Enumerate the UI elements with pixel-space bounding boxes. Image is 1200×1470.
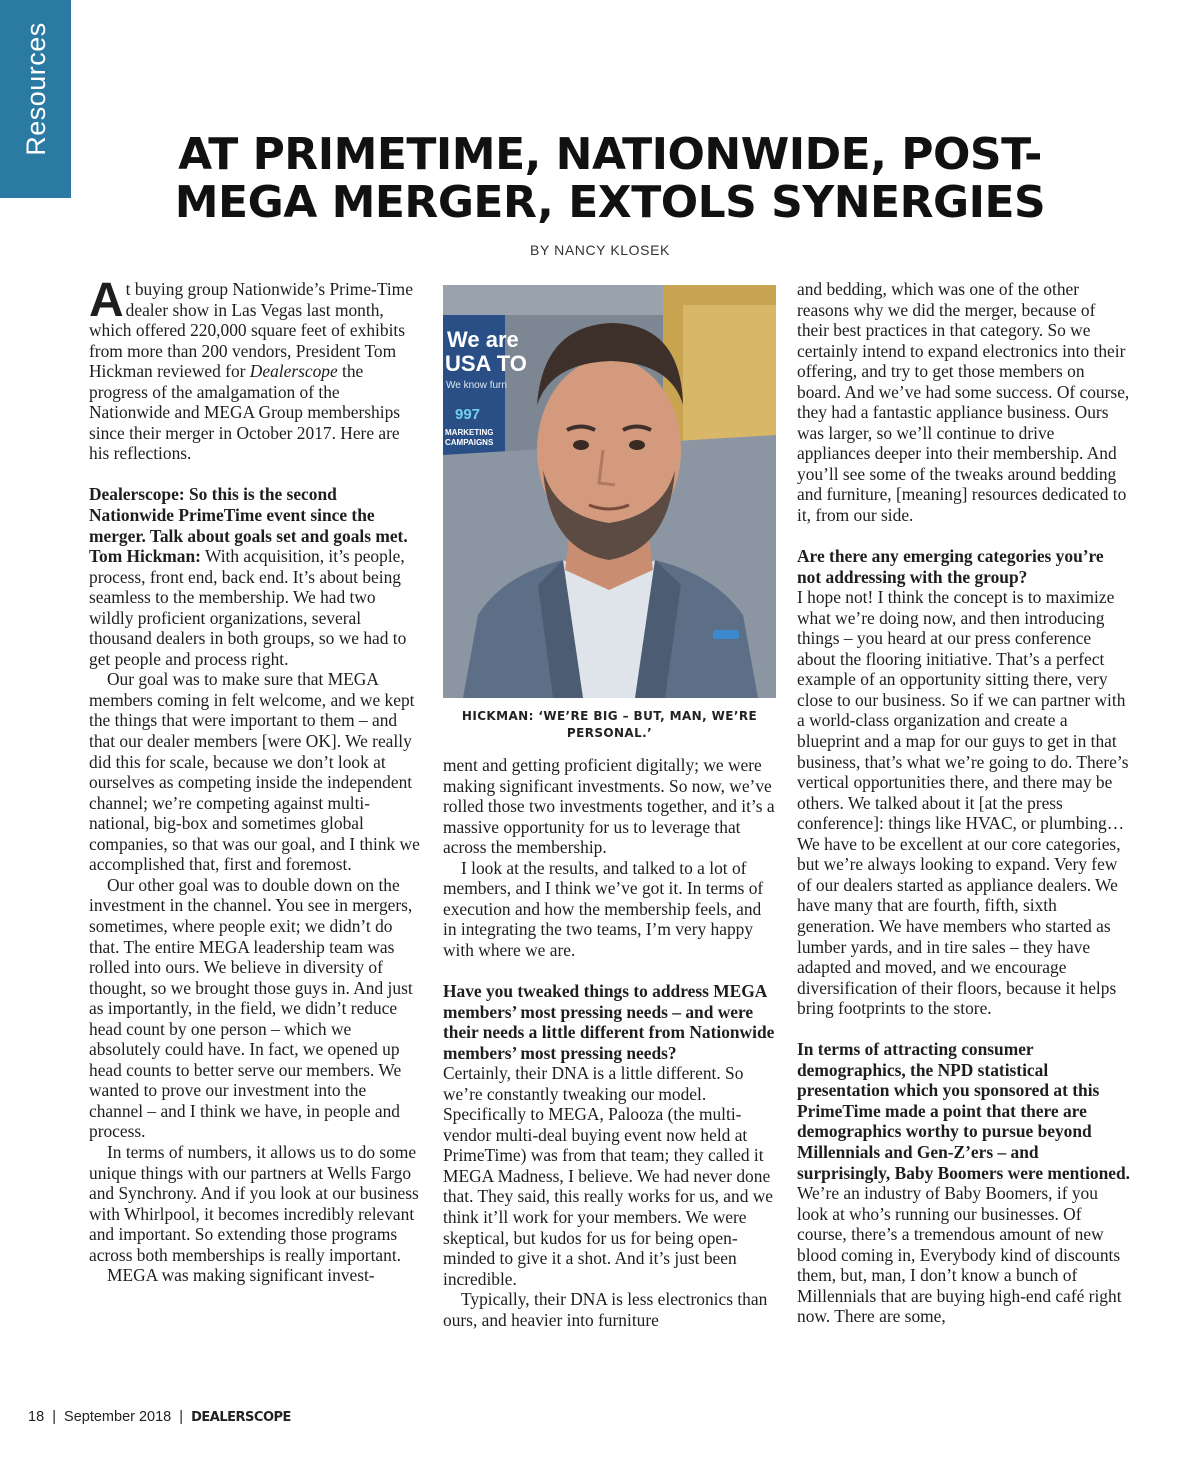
answer-2-paragraph-1: Certainly, their DNA is a little different. So we’re constantly tweaking our model. Specifically to MEGA, Palooza (the multi-vendor multi-deal buying event now held at PrimeTime) was from that team; they called it MEGA Madness, I believe. We had never done that. They said, this really works for us, and we think it’ll work for your members. We were skeptical, but kudos for us for being open-minded to give it a shot. And it’s just been incredible. xyxy=(443,1063,774,1289)
section-tab xyxy=(0,0,71,198)
sign-line-5: CAMPAIGNS xyxy=(445,438,494,447)
answer-2-paragraph-2-continued: and bedding, which was one of the other reasons why we did the merger, because of their best practices in that category. So we certainly intend to expand electronics into their offering, and try to get those members on board. And we’ve had some success. Of course, they had a fantastic appliance business. Ours was larger, so we’ll continue to drive appliances deeper into their membership. And you’ll see some of the tweaks around bedding and furniture, [meaning] resources dedicated to it, from our side. xyxy=(797,279,1130,526)
portrait-illustration xyxy=(443,285,776,698)
article-column-1 xyxy=(89,274,420,1286)
question-1: Dealerscope: So this is the second Nationwide PrimeTime event since the merger. Talk about goals set and goals met. xyxy=(89,484,408,546)
answer-3: I hope not! I think the concept is to maximize what we’re doing now, and then introducing things – you heard at our press conference about the flooring initiative. That’s a perfect example of an opportunity sitting there, very close to our business. So if we can partner with a world-class organization and create a blueprint and a map for our guys to get in that business, that’s what we’re going to do. There’s vertical opportunities there, and there may be others. We talked about it [at the press conference]: things like HVAC, or plumbing… We have to be excellent at our core categories, but we’re always looking to expand. Very few of our dealers started as appliance dealers. We have many that are fourth, fifth, sixth generation. We have members who started as lumber yards, and in tire sales – they have adapted and moved, and we encourage diversification of their floors, because it helps bring footprints to the store. xyxy=(797,587,1129,1019)
speaker-label: Tom Hickman: xyxy=(89,546,201,567)
answer-1-paragraph-1 xyxy=(89,546,420,669)
answer-2-paragraph-2: Typically, their DNA is less electronics than ours, and heavier into furniture xyxy=(443,1289,768,1330)
article-column-2 xyxy=(443,755,776,1330)
publication-name: Dealerscope xyxy=(249,361,338,382)
answer-1-paragraph-3: Our other goal was to double down on the investment in the channel. You see in mergers, sometimes, where people exit; we didn’t do that. The entire MEGA leadership team was rolled into ours. We believe in diversity of thought, so we brought those guys in. And just as importantly, in the field, we didn’t reduce head count by one person – which we absolutely could have. In fact, we opened up head counts to better serve our members. We wanted to prove our investment into the channel – and I think we have, in people and process. xyxy=(89,874,413,1142)
answer-1-paragraph-6: I look at the results, and talked to a lot of members, and I think we’ve got it. In terms of execution and how the membership feels, and in integrating the two teams, I’m very happy with where we are. xyxy=(443,857,764,960)
answer-1-paragraph-5-continued: ment and getting proficient digitally; we were making significant investments. So now, we’ve rolled those two investments together, and it’s a massive opportunity for us to leverage that across the membership. xyxy=(443,755,775,858)
footer-separator-1: | xyxy=(48,1409,60,1425)
answer-1-paragraph-2: Our goal was to make sure that MEGA members coming in felt welcome, and we kept the things that were important to them – and that our dealer members [were OK]. We really did this for scale, because we don’t look at ourselves as competing inside the independent channel; we’re competing against multi-national, big-box and sometimes global companies, so that was our goal, and I think we accomplished that, first and foremost. xyxy=(89,669,420,875)
question-3: Are there any emerging categories you’re not addressing with the group? xyxy=(797,546,1104,587)
magazine-name: DEALERSCOPE xyxy=(191,1410,291,1425)
sign-line-4: MARKETING xyxy=(445,428,494,437)
question-4: In terms of attracting consumer demographics, the NPD statistical presentation which you sponsored at this PrimeTime made a point that there are demographics worthy to pursue beyond Millennials and Gen-Z’ers – and surprisingly, Baby Boomers were mentioned. xyxy=(797,1039,1131,1183)
sign-line-3: We know furn xyxy=(446,380,507,391)
drop-cap: A xyxy=(89,274,124,327)
article-column-3 xyxy=(797,279,1131,1327)
intro-text-a: t buying group Nationwide’s Prime-Time dealer show in Las Vegas last month, which offered 220,000 square feet of exhibits from more than 200 vendors, President Tom Hickman reviewed for xyxy=(89,279,413,382)
sign-line-2: USA TO xyxy=(445,351,527,376)
question-2: Have you tweaked things to address MEGA members’ most pressing needs – and were their needs a little different from Nationwide members’ most pressing needs? xyxy=(443,981,775,1063)
answer-4: We’re an industry of Baby Boomers, if you look at who’s running our businesses. Of course, there’s a tremendous amount of new blood coming in, Everybody kind of discounts them, but, man, I don’t know a bunch of Millennials that are buying high-end café right now. There are some, xyxy=(797,1183,1122,1327)
section-tab-label: Resources xyxy=(21,22,51,156)
sign-line-1: We are xyxy=(447,327,519,352)
intro-text-b: the progress of the amalgamation of the Nationwide and MEGA Group memberships since their merger in October 2017. Here are his reflections. xyxy=(89,361,401,464)
portrait-photo xyxy=(443,285,776,698)
intro-paragraph xyxy=(89,274,420,464)
byline: BY NANCY KLOSEK xyxy=(530,242,670,258)
photo-caption: HICKMAN: ‘WE’RE BIG – BUT, MAN, WE’RE PERSONAL.’ xyxy=(461,709,758,740)
article-title: AT PRIMETIME, NATIONWIDE, POST-MEGA MERGER, EXTOLS SYNERGIES xyxy=(174,129,1046,228)
sign-number: 997 xyxy=(455,406,481,423)
footer-separator-2: | xyxy=(175,1409,188,1425)
issue-date: September 2018 xyxy=(64,1409,172,1425)
answer-1-text: With acquisition, it’s people, process, front end, back end. It’s about being seamless to the membership. We had two wildly proficient organizations, several thousand dealers in both groups, so we had to get people and process right. xyxy=(89,546,407,669)
answer-1-paragraph-5: MEGA was making significant invest- xyxy=(107,1265,375,1286)
page-footer xyxy=(28,1409,291,1425)
answer-1-paragraph-4: In terms of numbers, it allows us to do some unique things with our partners at Wells Fargo and Synchrony. And if you look at our business with Whirlpool, it becomes incredibly relevant and important. So extending those programs across both memberships is really important. xyxy=(89,1141,419,1265)
page-number: 18 xyxy=(28,1409,45,1425)
